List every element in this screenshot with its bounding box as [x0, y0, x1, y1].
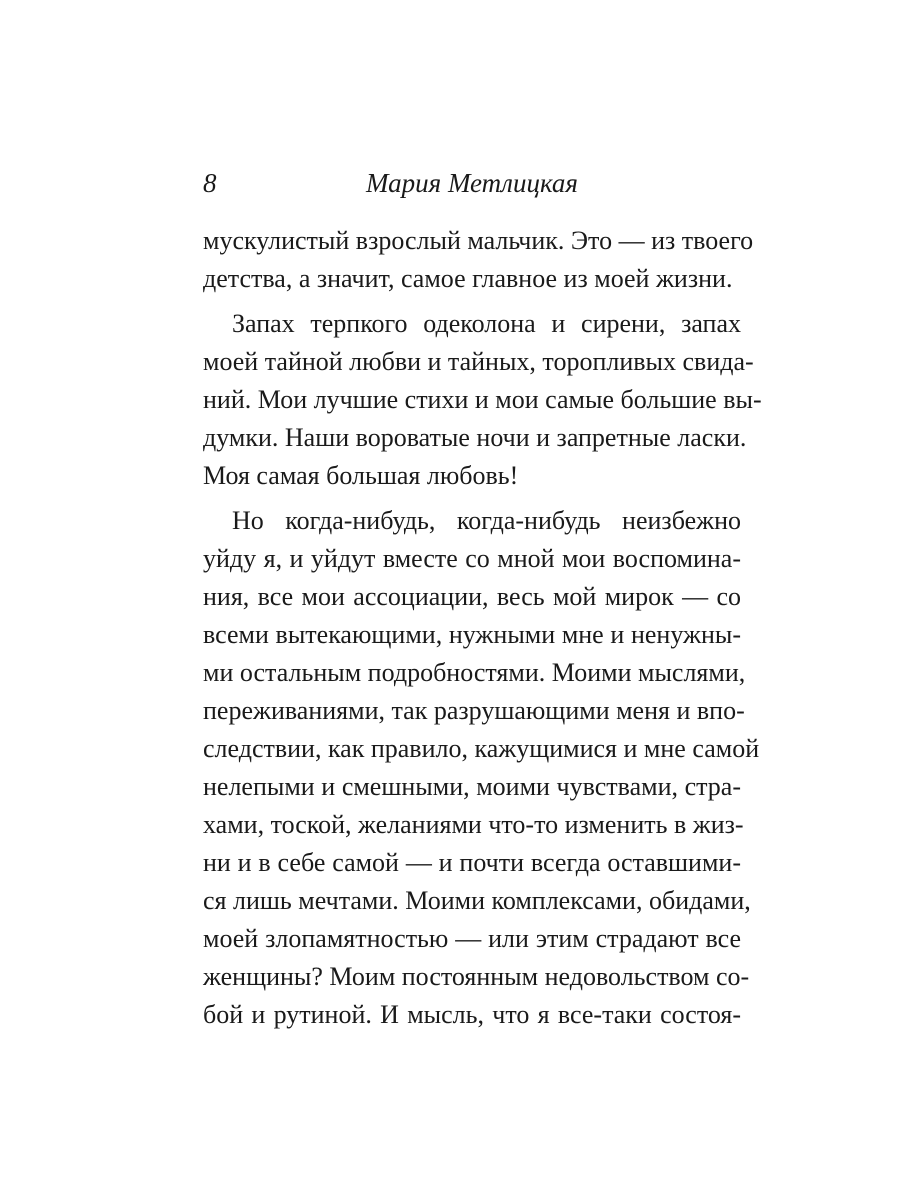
text-line: Моя самая большая любовь!	[203, 461, 519, 490]
text-line: Но когда-нибудь, когда-нибудь неизбежно	[232, 506, 741, 535]
text-line: моей злопамятностью — или этим страдают все	[203, 924, 741, 953]
text-line: ния, все мои ассоциации, весь мой мирок — со	[203, 582, 741, 611]
text-line: ми остальным подробностями. Моими мыслями,	[203, 658, 746, 687]
paragraph	[203, 305, 762, 495]
paragraph	[203, 222, 754, 298]
paragraph	[203, 502, 760, 1034]
text-line: всеми вытекающими, нужными мне и ненужны-	[203, 620, 741, 649]
text-line: переживаниями, так разрушающими меня и впо-	[203, 696, 745, 725]
text-line: думки. Наши вороватые ночи и запретные ласки.	[203, 423, 747, 452]
text-line: уйду я, и уйдут вместе со мной мои воспомина-	[203, 544, 741, 573]
text-line: женщины? Моим постоянным недовольством со-	[203, 962, 750, 991]
text-line: ся лишь мечтами. Моими комплексами, обидами,	[203, 886, 751, 915]
page-number: 8	[203, 168, 217, 198]
running-header	[203, 163, 741, 203]
text-line: ний. Мои лучшие стихи и мои самые большие вы-	[203, 385, 762, 414]
text-line: хами, тоской, желаниями что-то изменить в жиз-	[203, 810, 744, 839]
text-line: детства, а значит, самое главное из моей жизни.	[203, 264, 733, 293]
running-head-author: Мария Метлицкая	[366, 168, 578, 198]
text-line: бой и рутиной. И мысль, что я все-таки состоя-	[203, 1000, 741, 1029]
text-line: нелепыми и смешными, моими чувствами, стра-	[203, 772, 741, 801]
text-line: Запах терпкого одеколона и сирени, запах	[232, 309, 741, 338]
body-text	[203, 222, 762, 1034]
text-line: мускулистый взрослый мальчик. Это — из твоего	[203, 226, 754, 255]
text-line: моей тайной любви и тайных, торопливых свида-	[203, 347, 754, 376]
text-line: ни и в себе самой — и почти всегда оставшими-	[203, 848, 741, 877]
text-line: следствии, как правило, кажущимися и мне самой	[203, 734, 760, 763]
